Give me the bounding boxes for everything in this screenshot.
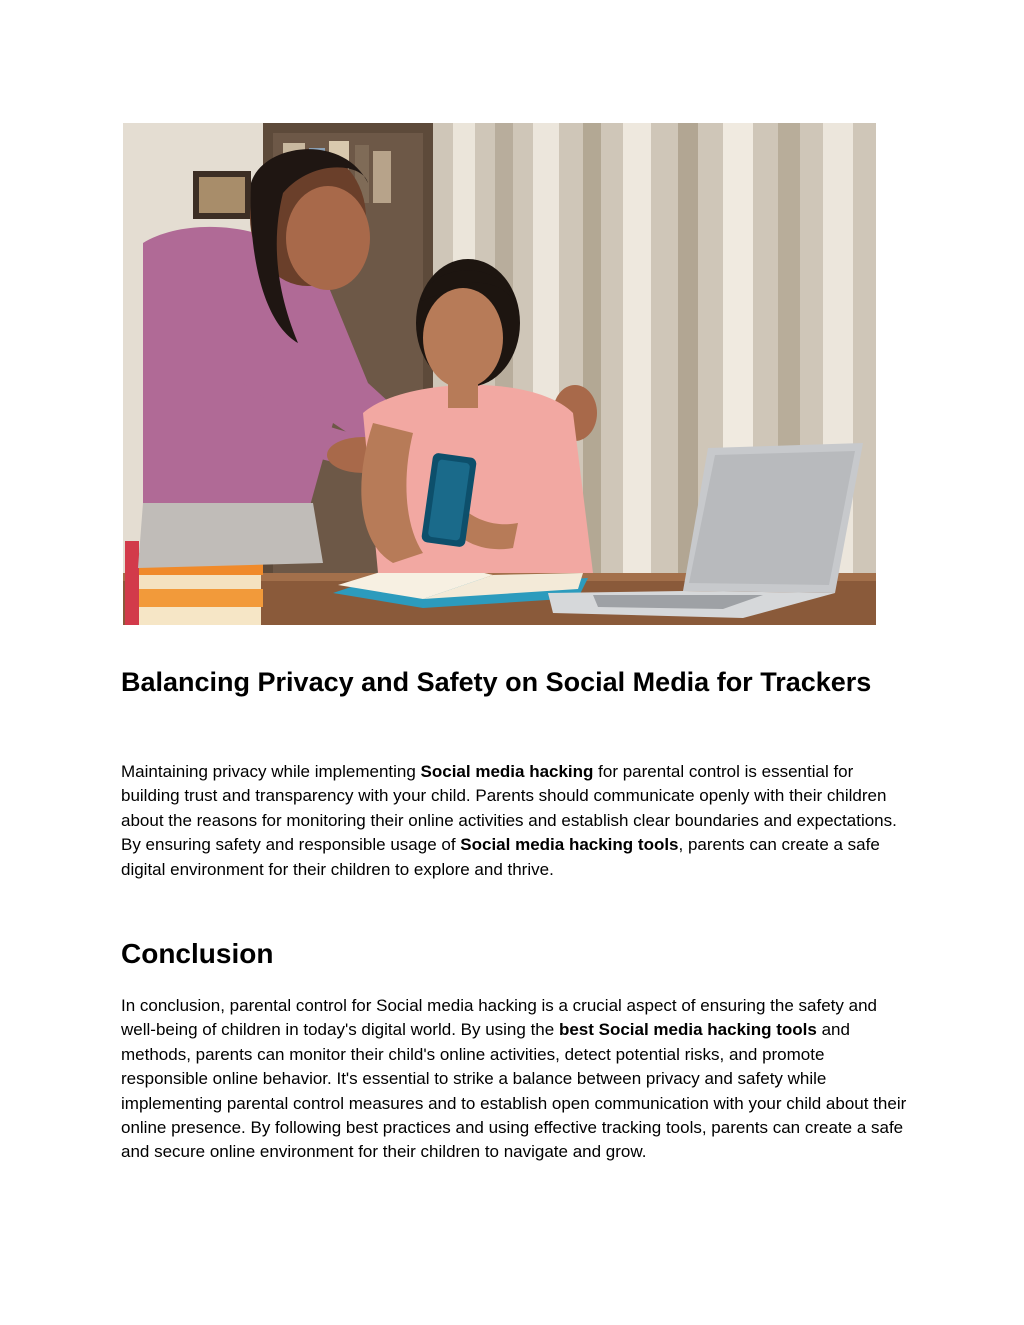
section-paragraph	[121, 760, 911, 882]
bold-keyword: Social media hacking	[420, 762, 594, 781]
paragraph-text: and methods, parents can monitor their child's online activities, detect potential risks, and promote responsible online behavior. It's essential to strike a balance between privacy and safety while implementing parental control measures and to establish open communication with your child about their online presence. By following best practices and using effective tracking tools, parents can create a safe and secure online environment for their children to navigate and grow.	[121, 1020, 907, 1162]
article-photo	[123, 123, 876, 625]
conclusion-paragraph	[121, 994, 911, 1165]
conclusion-heading: Conclusion	[121, 938, 274, 969]
bold-keyword: Social media hacking tools	[460, 835, 679, 855]
bold-keyword: best Social media hacking tools	[558, 1020, 817, 1040]
paragraph-text: for parental control is essential for building trust and transparency with your child. Parents should communicate openly with their children about the reasons for monitoring their online activities and establish clear boundaries and expectations. By ensuring safety and responsible usage of	[121, 762, 897, 855]
section-heading: Balancing Privacy and Safety on Social Media for Trackers	[121, 667, 872, 697]
paragraph-text: , parents can create a safe digital environment for their children to explore and thrive.	[121, 835, 880, 879]
paragraph-text: Maintaining privacy while implementing	[121, 762, 421, 781]
paragraph-text: In conclusion, parental control for Social media hacking is a crucial aspect of ensuring the safety and well-being of children in today's digital world. By using the	[121, 996, 877, 1040]
